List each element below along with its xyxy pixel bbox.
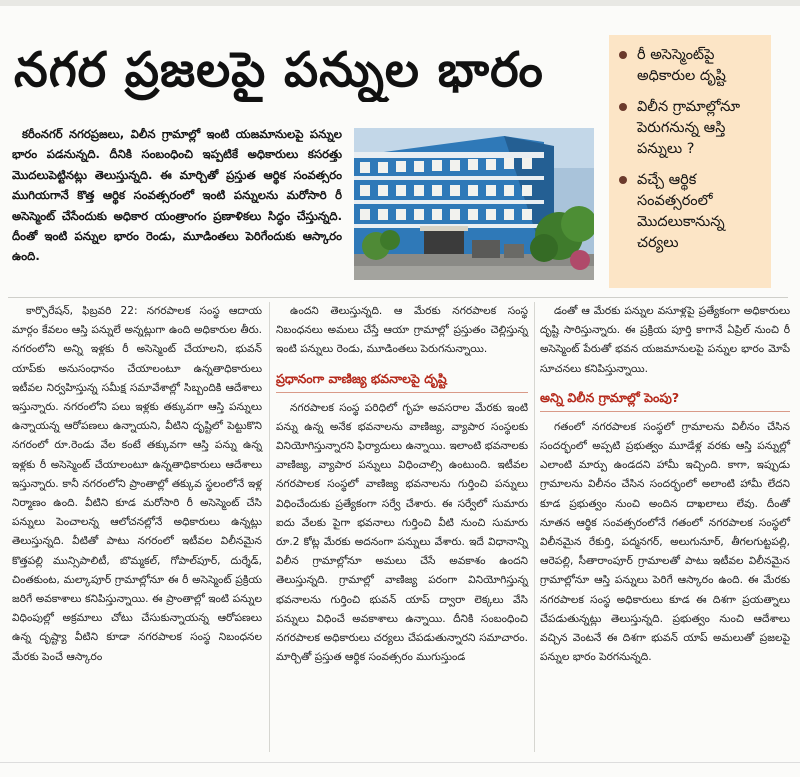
highlights-box (609, 35, 771, 288)
article-column-2 (276, 302, 528, 667)
highlight-text: రీ అసెస్మెంట్‌పై అధికారుల దృష్టి (637, 47, 726, 84)
highlights-list (617, 45, 761, 254)
highlight-text: వచ్చే ఆర్థిక సంవత్సరంలో మొదలుకానున్న చర్యలు (637, 172, 725, 251)
page-title: నగర ప్రజలపై పన్నుల భారం (14, 42, 544, 98)
body-paragraph: నగరపాలక సంస్థ పరిధిలో గృహ అవసరాల మేరకు ఇంటి పన్ను ఉన్న అనేక భవనాలను వాణిజ్య, వ్యాపార సంస్థలకు వినియోగిస్తున్నారని ఫిర్యాదులు ఉన్నాయి. ఇలాంటి భవనాలకు వాణిజ్య, వ్యాపార పన్నులు విధించాల్సి ఉంటుంది. ఇటీవల నగరపాలక సంస్థలో వాణిజ్య భవనాలను గుర్తించి పన్నులు విధించేందుకు ప్రత్యేకంగా సర్వే చేశారు. ఈ సర్వేలో సుమారు ఐదు వేలకు పైగా భవనాలు గుర్తించి వీటి నుంచి సుమారు రూ.2 కోట్ల మేరకు అదనంగా పన్నులు వేశారు. ఇదే విధానాన్ని విలీన గ్రామాల్లోనూ అమలు చేసే అవకాశం ఉందని తెలుస్తున్నది. గ్రామాల్లో వాణిజ్య పరంగా వినియోగిస్తున్న భవనాలను గుర్తించి భువన్‌ యాప్‌ ద్వారా లెక్కలు వేసి పన్నులు విధించే అవకాశాలు ఉన్నాయి. దీనికి సంబంధించి నగరపాలక అధికారులు చర్యలు చేపడుతున్నారని సమాచారం. మార్చితో ప్రస్తుత ఆర్థిక సంవత్సరం ముగుస్తుండ (276, 401, 528, 664)
bottom-border (0, 762, 800, 763)
highlight-item (617, 45, 761, 87)
section-subheading: అన్ని విలీన గ్రామాల్లో పెంపు? (540, 387, 790, 412)
highlight-text: విలీన గ్రామాల్లోనూ పెరుగనున్న ఆస్తి పన్నులు ? (637, 99, 741, 157)
section-subheading: ప్రధానంగా వాణిజ్య భవనాలపై దృష్టి (276, 368, 528, 393)
building-photo (354, 128, 594, 280)
body-paragraph: ఉందని తెలుస్తున్నది. ఆ మేరకు నగరపాలక సంస్థ నిబంధనలు అమలు చేస్తే ఆయా గ్రామాల్లో ప్రస్తుతం చెల్లిస్తున్న ఇంటి పన్నులు రెండు, మూడింతలు పెరుగనున్నాయి. (276, 305, 528, 356)
bullet-icon (619, 176, 627, 184)
article-column-1 (12, 302, 262, 667)
intro-paragraph: కరీంనగర్‌ నగరప్రజలు, విలీన గ్రామాల్లో ఇంటి యజమానులపై పన్నుల భారం పడనున్నది. దీనికి సంబంధించి ఇప్పటికే అధికారులు కసరత్తు మొదలుపెట్టినట్లు తెలుస్తున్నది. ఈ మార్చితో ప్రస్తుత ఆర్థిక సంవత్సరం ముగియగానే కొత్త ఆర్థిక సంవత్సరంలో ఇంటి పన్నులను మరోసారి రీ అసెస్మెంట్‌ చేసేందుకు అధికార యంత్రాంగం ప్రణాళికలు సిద్ధం చేస్తున్నది. దీంతో ఇంటి పన్నుల భారం రెండు, మూడింతలు పెరిగేందుకు ఆస్కారం ఉంది. (12, 127, 342, 264)
highlight-item (617, 97, 761, 160)
column-divider (269, 302, 270, 752)
section-divider (8, 297, 788, 298)
column-divider (534, 302, 535, 752)
highlight-item (617, 170, 761, 254)
body-paragraph: గతంలో నగరపాలక సంస్థలో గ్రామాలను విలీనం చేసిన సందర్భంలో అప్పటి ప్రభుత్వం మూడేళ్ల వరకు ఆస్తి పన్నుల్లో ఎలాంటి మార్పు ఉండదని హామీ ఇచ్చింది. కాగా, ఇప్పుడు గ్రామాలను విలీనం చేసిన సందర్భంలో అలాంటి హామీ లేదని కూడ ప్రభుత్వం నుంచి అందిన దాఖలాలు లేవు. దీంతో నూతన ఆర్థిక సంవత్సరంలోనే గతంలో నగరపాలక సంస్థలో విలీనమైన రేకుర్తి, పద్మనగర్‌, అలుగునూర్‌, తీగలగుట్టపల్లి, ఆరెపల్లి, సీతారాంపూర్‌ గ్రామాలతో పాటు ఇటీవల విలీనమైన గ్రామాల్లోనూ ఆస్తి పన్నులు పెరిగే ఆస్కారం ఉంది. ఈ మేరకు నగరపాలక సంస్థ అధికారులు కూడ ఈ దిశగా ప్రయత్నాలు చేపడుతున్నట్లు తెలుస్తున్నది. ప్రభుత్వం నుంచి ఆదేశాలు వచ్చిన వెంటనే ఈ దిశగా భువన్‌ యాప్‌ అమలుతో ప్రజలపై పన్నుల భారం పెరగనున్నది. (540, 420, 790, 664)
bullet-icon (619, 51, 627, 59)
body-paragraph: కార్పొరేషన్‌, ఫిబ్రవరి 22: నగరపాలక సంస్థ ఆదాయ మార్గం కేవలం ఆస్తి పన్నులే అన్నట్లుగా ఉంది అధికారుల తీరు. నగరంలోని అన్ని ఇళ్లకు రీ అసెస్మెంట్‌ చేయాలని, భువన్‌ యాప్‌కు అనుసంధానం చేయాలంటూ ఉన్నతాధికారులు ఇటీవల నిర్వహిస్తున్న సమీక్ష సమావేశాల్లో సిబ్బందికి ఆదేశాలు ఇస్తున్నారు. నగరంలోని పలు ఇళ్లకు తక్కువగా ఆస్తి పన్నులు ఉన్నాయన్న ఆరోపణలు ఉన్నాయని, వీటిని దృష్టిలో పెట్టుకొని నగరంలో రూ.రెండు వేల కంటే తక్కువగా ఆస్తి పన్ను ఉన్న ఇళ్లకు రీ అసెస్మెంట్‌ చేయాలంటూ ఉన్నతాధికారులు ఆదేశాలు ఇస్తున్నారు. కానీ నగరంలోని ప్రాంతాల్లో తక్కువ స్థలంలోనే ఇళ్ల నిర్మాణం ఉంది. వీటిని కూడ మరోసారి రీ అసెస్మెంట్‌ చేసి పన్నులు పెంచాలన్న ఆలోచనల్లోనే అధికారులు ఉన్నట్లు తెలుస్తున్నది. వీటితో పాటు నగరంలో ఇటీవల విలీనమైన కొత్తపల్లి మున్సిపాలిటీ, బొమ్మకల్‌, గోపాల్‌పూర్‌, దుర్శేడ్‌, చింతకుంట, మల్కాపూర్‌ గ్రామాల్లోనూ ఈ రీ అసెస్మెంట్‌ ప్రక్రియ జరిగే అవకాశాలు కనిపిస్తున్నాయి. ఈ ప్రాంతాల్లో ఇంటి పన్నుల విధింపుల్లో అక్రమాలు చోటు చేసుకున్నాయన్న ఆరోపణలు ఉన్న దృష్ట్యా వీటిని కూడా నగరపాలక సంస్థ నిబంధనల మేరకు పెంచే ఆస్కారం (12, 305, 262, 663)
top-border (0, 0, 800, 6)
body-paragraph: డంతో ఆ మేరకు పన్నుల వసూళ్లపై ప్రత్యేకంగా అధికారులు దృష్టి సారిస్తున్నారు. ఈ ప్రక్రియ పూర్తి కాగానే ఏప్రిల్‌ నుంచి రీ అసెస్మెంట్‌ పేరుతో భవన యజమానులపై పన్నుల భారం మోపే సూచనలు కనిపిస్తున్నాయి. (540, 305, 790, 375)
bullet-icon (619, 103, 627, 111)
article-column-3 (540, 302, 790, 667)
